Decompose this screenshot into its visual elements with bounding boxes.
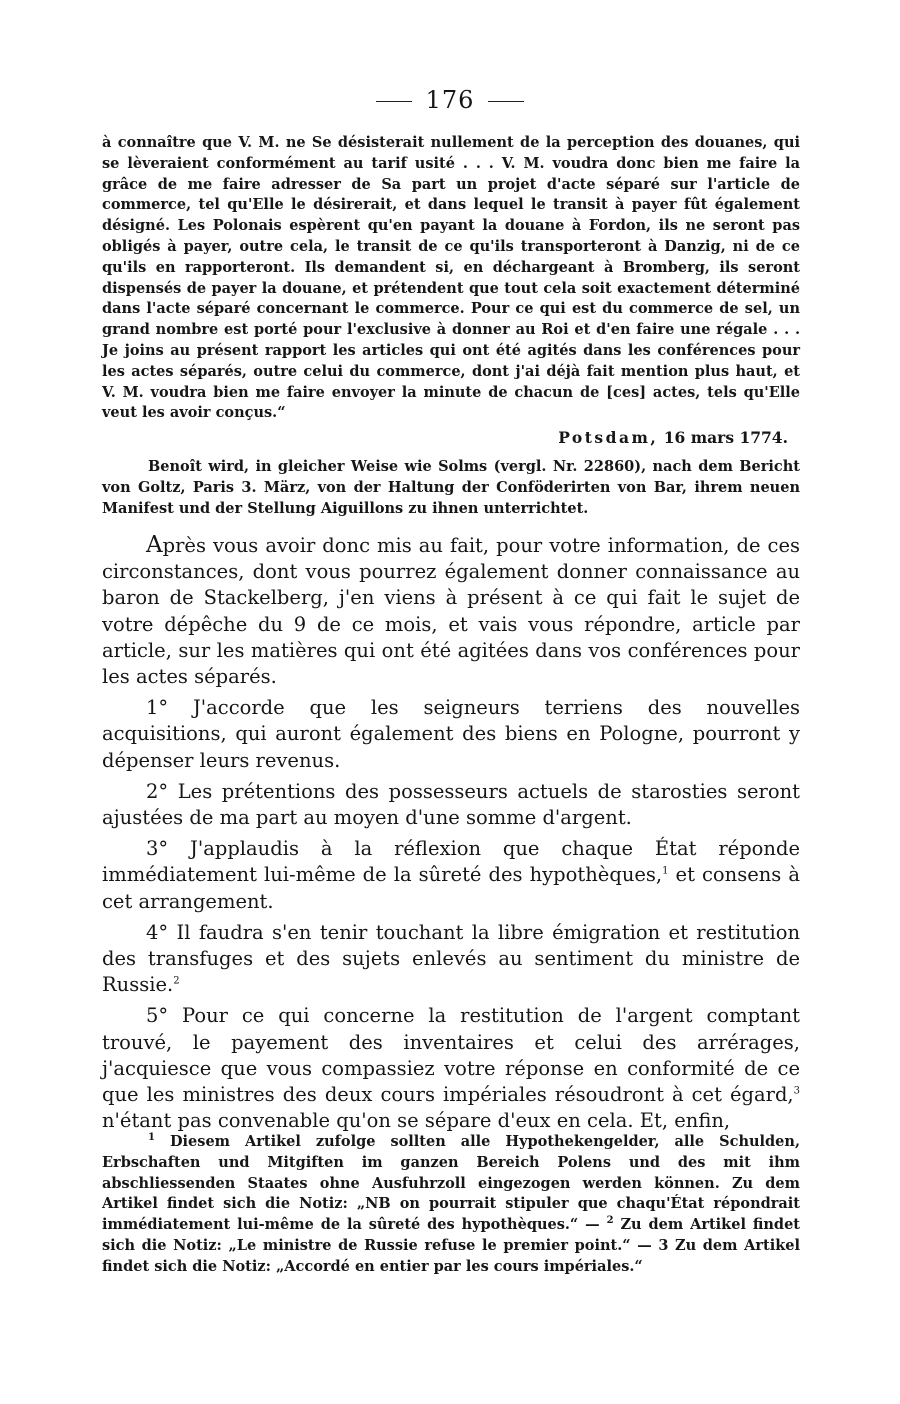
- footnote-ref: 1: [662, 865, 669, 877]
- paragraph-text: et consens à cet arrangement.: [102, 863, 800, 913]
- letter-paragraph: [102, 532, 800, 690]
- paragraph-text: 3° J'applaudis à la réflexion que chaque État réponde immédiatement lui-même de la sûreté des hypothèques,: [102, 837, 800, 887]
- initial-letter: A: [146, 532, 163, 558]
- dateline-place: Potsdam,: [558, 428, 659, 447]
- header-left-dash: [376, 101, 412, 102]
- letter-paragraph: 2° Les prétentions des possesseurs actuels de starosties seront ajustées de ma part au moyen d'une somme d'argent.: [102, 779, 800, 830]
- footnote-number: 3: [658, 1236, 669, 1254]
- footnote-1: Diesem Artikel zufolge sollten alle Hypothekengelder, alle Schulden, Erbschaften und Mitgiften im ganzen Bereich Polens und des mit ihm abschliessenden Staates ohne Ausfuhrzoll eingezogen werden können. Zu dem Artikel findet sich die Notiz: „NB on pourrait stipuler que chaqu'État répondrait immédiatement lui-même de la sûreté des hypothèques.“ —: [102, 1133, 800, 1234]
- footnote-2: Zu dem Artikel findet sich die Notiz: „Le ministre de Russie refuse le premier point.“ —: [102, 1216, 800, 1254]
- letter-paragraph: [102, 920, 800, 999]
- letter-body: [102, 532, 800, 1139]
- letter-paragraph: 1° J'accorde que les seigneurs terriens des nouvelles acquisitions, qui auront également des biens en Pologne, pourront y dépenser leurs revenus.: [102, 696, 800, 772]
- footnotes: [102, 1132, 800, 1278]
- letter-paragraph: [102, 836, 800, 915]
- dateline-date: 16 mars 1774.: [663, 428, 788, 447]
- editorial-note: Benoît wird, in gleicher Weise wie Solms (vergl. Nr. 22860), nach dem Bericht von Goltz, Paris 3. März, von der Haltung der Conföderirten von Bar, ihrem neuen Manifest und der Stellung Aiguillons zu ihnen unterrichtet.: [102, 458, 800, 517]
- paragraph-text: 5° Pour ce qui concerne la restitution de l'argent comptant trouvé, le payement des inventaires et celui des arrérages, j'acquiesce que vous compassiez votre réponse en conformité de ce que les ministres des deux cours impériales résoudront à cet égard,: [102, 1004, 800, 1107]
- paragraph-text: près vous avoir donc mis au fait, pour votre information, de ces circonstances, dont vous pourrez également donner connaissance au baron de Stackelberg, j'en viens à présent à ce qui fait le sujet de votre dépêche du 9 de ce mois, et vais vous répondre, article par article, sur les matières qui ont été agitées dans vos conférences pour les actes séparés.: [102, 534, 800, 689]
- footnote-ref: 2: [173, 975, 180, 987]
- dateline: [558, 428, 788, 447]
- paragraph-text: n'étant pas convenable qu'on se sépare d'eux en cela. Et, enfin,: [102, 1109, 731, 1133]
- footnote-ref: 3: [793, 1085, 800, 1097]
- quoted-report: à connaître que V. M. ne Se désisterait nullement de la perception des douanes, qui se lèveraient conformément au tarif usité . . . V. M. voudra donc bien me faire la grâce de me faire adresser de Sa part un projet d'acte séparé sur l'article de commerce, tel qu'Elle le désirerait, et dans lequel le transit à payer fût également désigné. Les Polonais espèrent qu'en payant la douane à Fordon, ils ne seront pas obligés à payer, outre cela, le transit de ce qu'ils transporteront à Danzig, ni de ce qu'ils en rapporteront. Ils demandent si, en déchargeant à Bromberg, ils seront dispensés de payer la douane, et prétendent que tout cela soit exactement déterminé dans l'acte séparé concernant le commerce. Pour ce qui est du commerce de sel, un grand nombre est porté pour l'exclusive à donner au Roi et d'en faire une régale . . . Je joins au présent rapport les articles qui ont été agités dans les conférences pour les actes séparés, outre celui du commerce, dont j'ai déjà fait mention plus haut, et V. M. voudra bien me faire envoyer la minute de chacun de [ces] actes, tels qu'Elle veut les avoir conçus.“: [102, 134, 800, 422]
- header-right-dash: [488, 101, 524, 102]
- paragraph-text: 4° Il faudra s'en tenir touchant la libre émigration et restitution des transfuges et des sujets enlevés au sentiment du ministre de Russie.: [102, 920, 800, 997]
- footnote-3: Zu dem Artikel findet sich die Notiz: „Accordé en entier par les cours impériales.“: [102, 1236, 800, 1275]
- footnote-text: [102, 1132, 800, 1278]
- footnote-number: 1: [148, 1132, 155, 1144]
- page-number: 176: [425, 86, 475, 114]
- footnote-number: 2: [606, 1215, 614, 1227]
- letter-paragraph: [102, 1003, 800, 1134]
- page-header: [0, 86, 900, 114]
